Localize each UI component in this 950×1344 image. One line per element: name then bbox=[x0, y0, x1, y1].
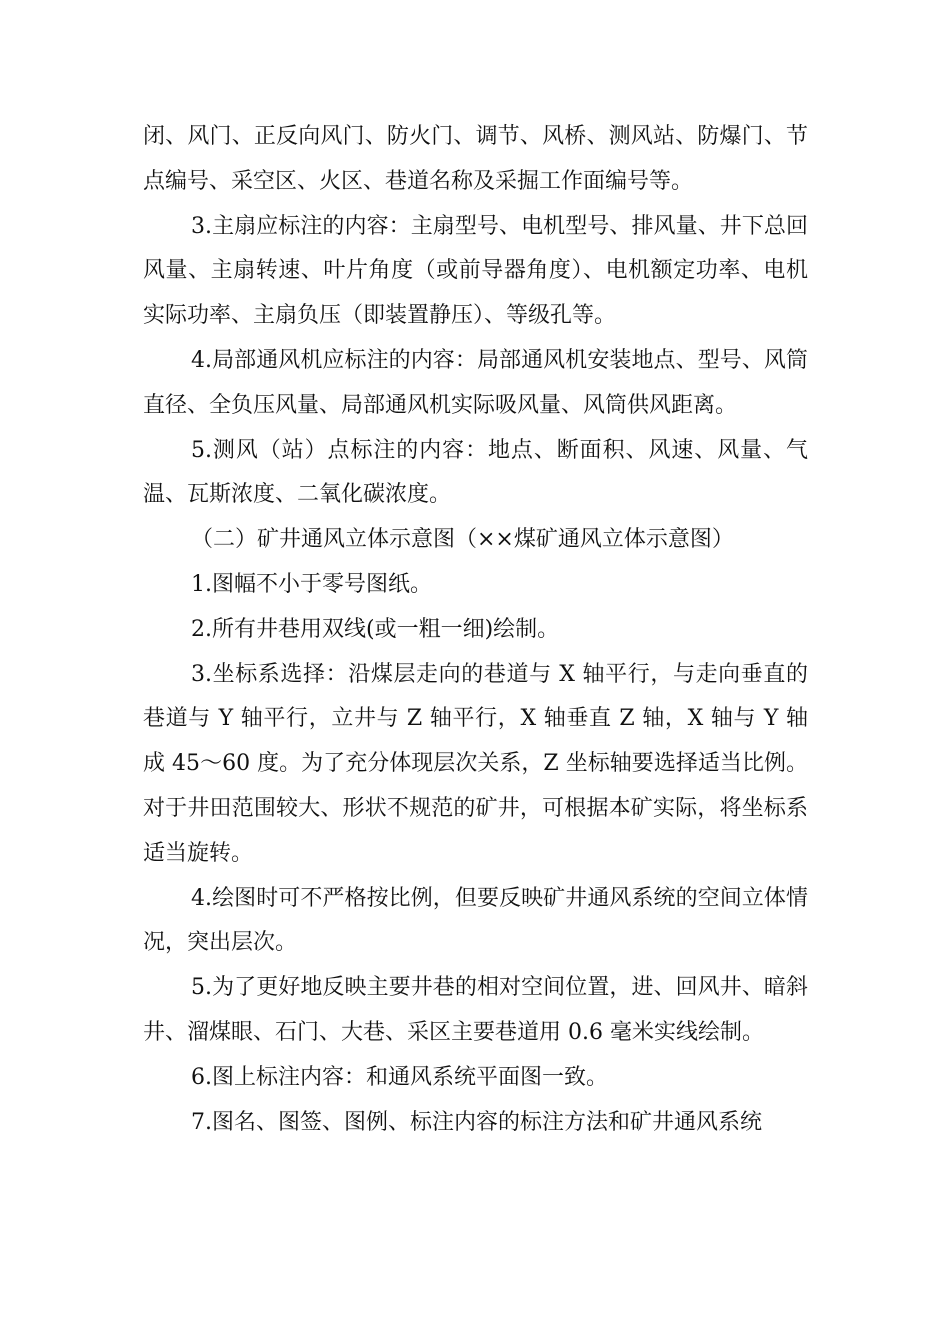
paragraph-item-5: 5.为了更好地反映主要井巷的相对空间位置，进、回风井、暗斜井、溜煤眼、石门、大巷、采区主要巷道用 0.6 毫米实线绘制。 bbox=[143, 975, 808, 1045]
paragraph-continuation: 闭、风门、正反向风门、防火门、调节、风桥、测风站、防爆门、节点编号、采空区、火区、巷道名称及采掘工作面编号等。 bbox=[143, 124, 808, 194]
paragraph-local-fan-labels: 4.局部通风机应标注的内容：局部通风机安装地点、型号、风筒直径、全负压风量、局部通风机实际吸风量、风筒供风距离。 bbox=[143, 347, 808, 418]
section-heading: （二）矿井通风立体示意图（××煤矿通风立体示意图） bbox=[191, 527, 734, 553]
paragraph-main-fan-labels: 3.主扇应标注的内容：主扇型号、电机型号、排风量、井下总回风量、主扇转速、叶片角度（或前导器角度）、电机额定功率、电机实际功率、主扇负压（即装置静压）、等级孔等。 bbox=[143, 213, 808, 329]
paragraph-item-7: 7.图名、图签、图例、标注内容的标注方法和矿井通风系统 bbox=[191, 1109, 762, 1135]
paragraph-item-6: 6.图上标注内容：和通风系统平面图一致。 bbox=[191, 1064, 608, 1090]
paragraph-measuring-station-labels: 5.测风（站）点标注的内容：地点、断面积、风速、风量、气温、瓦斯浓度、二氧化碳浓度。 bbox=[143, 437, 808, 508]
paragraph-item-4: 4.绘图时可不严格按比例，但要反映矿井通风系统的空间立体情况，突出层次。 bbox=[143, 885, 808, 956]
paragraph-item-3: 3.坐标系选择：沿煤层走向的巷道与 X 轴平行，与走向垂直的巷道与 Y 轴平行，立井与 Z 轴平行，X 轴垂直 Z 轴，X 轴与 Y 轴成 45～60 度。为了充分体现层次关系，Z 坐标轴要选择适当比例。对于井田范围较大、形状不规范的矿井，可根据本矿实际，将坐标系适当旋转。 bbox=[143, 661, 808, 866]
paragraph-item-1: 1.图幅不小于零号图纸。 bbox=[191, 571, 432, 597]
document-page bbox=[143, 115, 808, 1145]
paragraph-item-2: 2.所有井巷用双线(或一粗一细)绘制。 bbox=[191, 616, 560, 642]
